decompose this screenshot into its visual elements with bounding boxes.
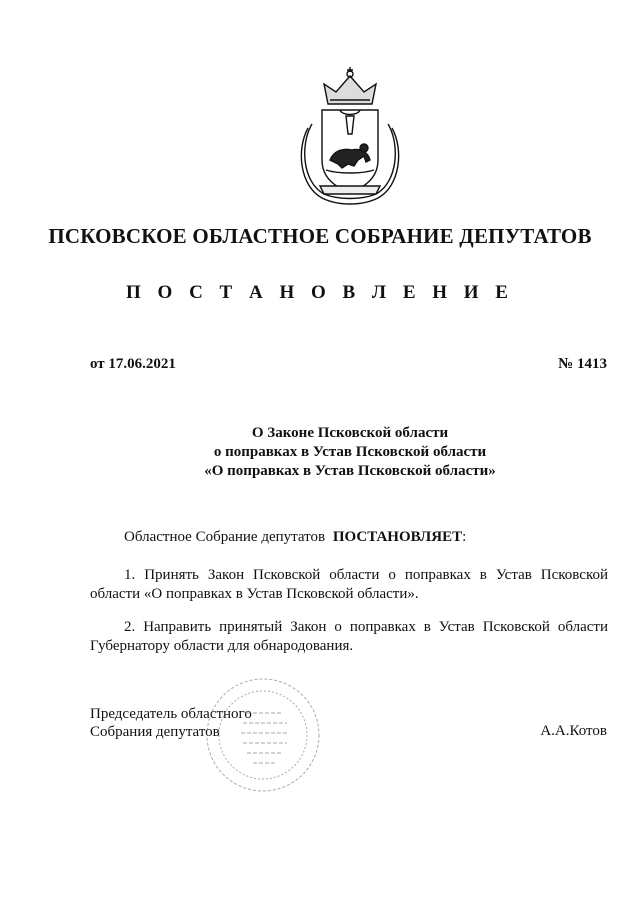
subject-line: «О поправках в Устав Псковской области» bbox=[204, 463, 496, 479]
document-type-heading: П О С Т А Н О В Л Е Н И Е bbox=[126, 282, 514, 303]
signatory-title-line: Председатель областного bbox=[90, 706, 252, 722]
intro-verb: ПОСТАНОВЛЯЕТ bbox=[332, 529, 463, 545]
subject-line: О Законе Псковской области bbox=[251, 425, 449, 441]
subject-line: о поправках в Устав Псковской области bbox=[213, 444, 487, 460]
resolution-item-1: 1. Принять Закон Псковской области о поправках в Устав Псковской области «О поправках в Устав Псковской области». bbox=[90, 567, 608, 602]
resolution-intro bbox=[124, 529, 466, 546]
signatory-name: А.А.Котов bbox=[540, 723, 607, 739]
resolution-item-2: 2. Направить принятый Закон о поправках в Устав Псковской области Губернатору области для обнародования. bbox=[90, 619, 608, 654]
intro-text: Областное Собрание депутатов bbox=[124, 529, 326, 545]
document-subject bbox=[0, 424, 640, 481]
organization-title: ПСКОВСКОЕ ОБЛАСТНОЕ СОБРАНИЕ ДЕПУТАТОВ bbox=[48, 224, 592, 248]
official-seal-icon bbox=[203, 675, 323, 795]
coat-of-arms-icon bbox=[294, 64, 406, 210]
intro-colon: : bbox=[462, 529, 467, 545]
signatory-title-line: Собрания депутатов bbox=[90, 724, 220, 740]
document-number: № 1413 bbox=[558, 356, 607, 372]
document-date: от 17.06.2021 bbox=[90, 356, 176, 372]
